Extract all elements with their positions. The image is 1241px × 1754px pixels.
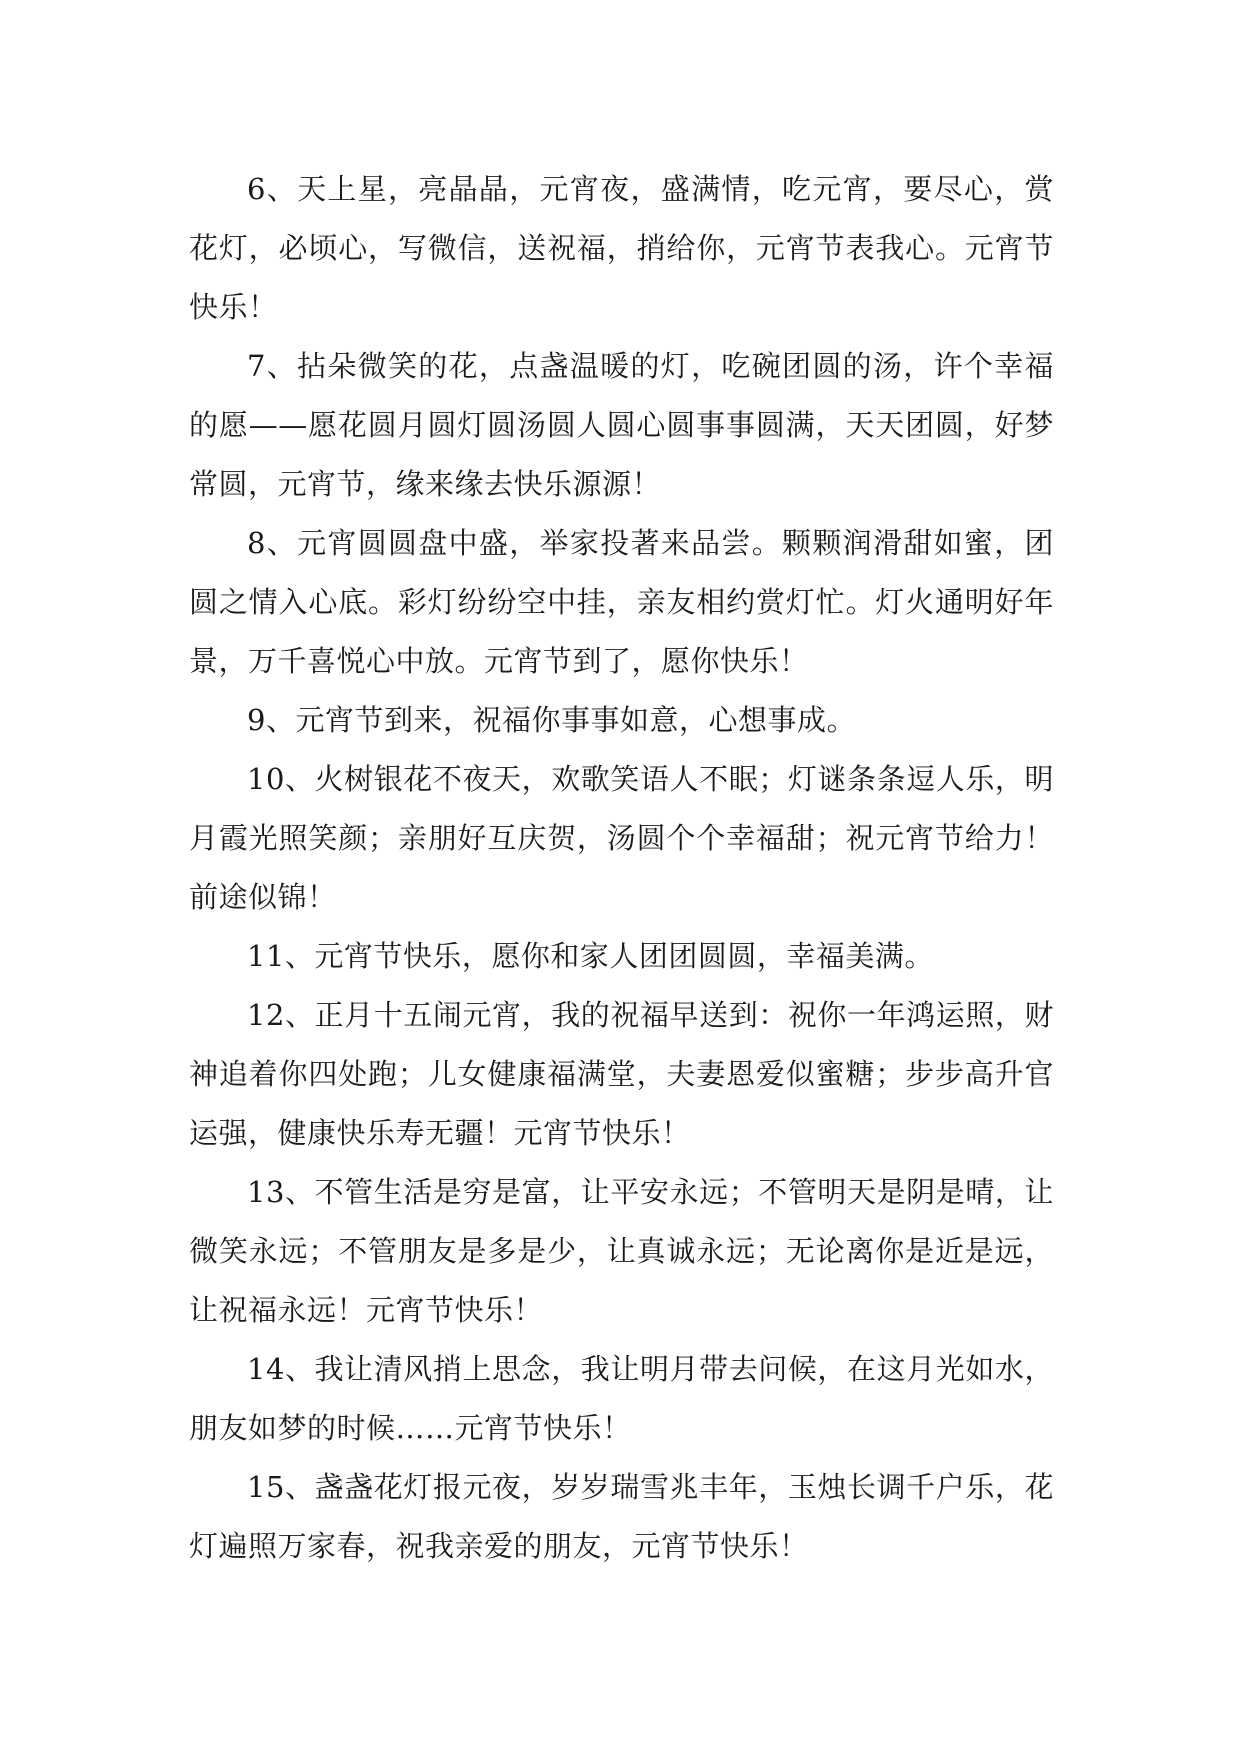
paragraph-9: 9、元宵节到来，祝福你事事如意，心想事成。 (247, 703, 856, 737)
paragraph-15: 15、盏盏花灯报元夜，岁岁瑞雪兆丰年，玉烛长调千户乐，花灯遍照万家春，祝我亲爱的朋友，元宵节快乐！ (189, 1470, 1054, 1563)
paragraph-10: 10、火树银花不夜天，欢歌笑语人不眠；灯谜条条逗人乐，明月霞光照笑颜；亲朋好互庆贺，汤圆个个幸福甜；祝元宵节给力！前途似锦！ (189, 762, 1054, 914)
paragraph-6: 6、天上星，亮晶晶，元宵夜，盛满情，吃元宵，要尽心，赏花灯，必顷心，写微信，送祝福，捎给你，元宵节表我心。元宵节快乐！ (189, 172, 1054, 324)
paragraph-11: 11、元宵节快乐，愿你和家人团团圆圆，幸福美满。 (247, 939, 934, 973)
paragraph-12: 12、正月十五闹元宵，我的祝福早送到：祝你一年鸿运照，财神追着你四处跑；儿女健康福满堂，夫妻恩爱似蜜糖；步步高升官运强，健康快乐寿无疆！元宵节快乐！ (189, 998, 1054, 1150)
paragraph-8: 8、元宵圆圆盘中盛，举家投著来品尝。颗颗润滑甜如蜜，团圆之情入心底。彩灯纷纷空中挂，亲友相约赏灯忙。灯火通明好年景，万千喜悦心中放。元宵节到了，愿你快乐！ (189, 526, 1054, 678)
paragraph-13: 13、不管生活是穷是富，让平安永远；不管明天是阴是晴，让微笑永远；不管朋友是多是少，让真诚永远；无论离你是近是远，让祝福永远！元宵节快乐！ (189, 1175, 1054, 1327)
paragraph-14: 14、我让清风捎上思念，我让明月带去问候，在这月光如水，朋友如梦的时候……元宵节快乐！ (189, 1352, 1054, 1445)
document-body (189, 160, 1054, 1576)
paragraph-7: 7、拈朵微笑的花，点盏温暖的灯，吃碗团圆的汤，许个幸福的愿——愿花圆月圆灯圆汤圆人圆心圆事事圆满，天天团圆，好梦常圆，元宵节，缘来缘去快乐源源！ (189, 349, 1054, 501)
